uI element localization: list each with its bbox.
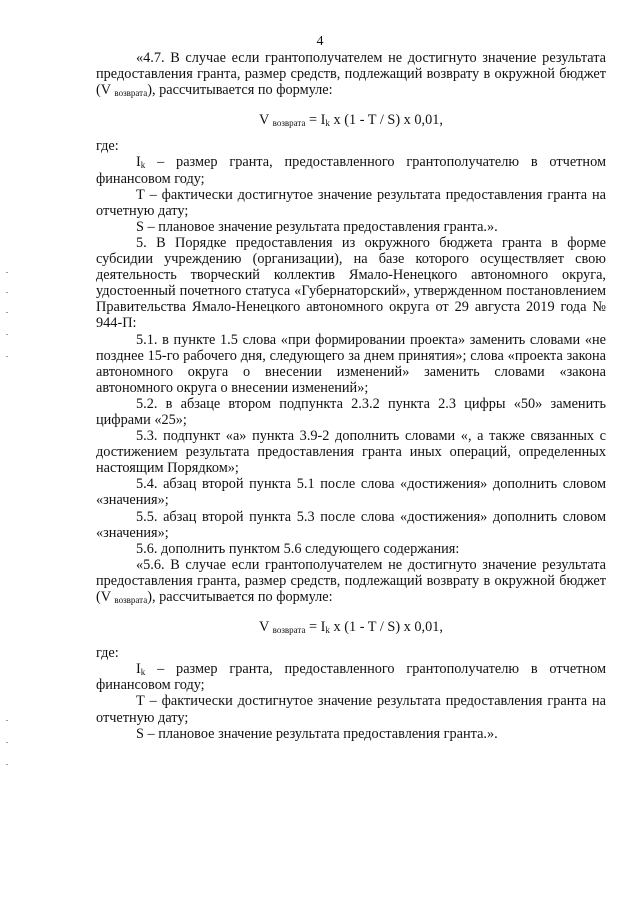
paragraph-4-7: [96, 50, 606, 98]
subscript: k: [140, 667, 146, 678]
paragraph-5-3: 5.3. подпункт «а» пункта 3.9-2 дополнить словами «, а также связанных с достижением результата предоставления гранта иных операций, определенных настоящим Порядком»;: [96, 428, 606, 477]
paragraph-5-4: 5.4. абзац второй пункта 5.1 после слова «достижения» дополнить словом «значения»;: [96, 476, 606, 509]
scan-mark: [6, 272, 8, 273]
where-label-2: где:: [96, 645, 119, 662]
formula-1: [96, 112, 606, 128]
definition-s-2: S – плановое значение результата предоставления гранта.».: [136, 725, 498, 742]
paragraph-5-2: 5.2. в абзаце втором подпункта 2.3.2 пункта 2.3 цифры «50» заменить цифрами «25»;: [96, 395, 606, 428]
scan-mark: [6, 720, 8, 721]
text: ), рассчитывается по формуле:: [147, 589, 333, 605]
paragraph-5-1: 5.1. в пункте 1.5 слова «при формировании проекта» заменить словами «не позднее 15-го рабочего дня, следующего за днем принятия»; слова «проекта закона автономного округа о внесении изменений» заменить словами «закона автономного округа о внесении изменений»;: [96, 331, 606, 396]
subscript: k: [325, 625, 330, 636]
scan-mark: [6, 742, 8, 743]
symbol: I: [136, 661, 141, 678]
definition-ik-1: [96, 154, 606, 186]
text: «5.6. В случае если грантополучателем не достигнуто значение результата предоставления гранта, размер средств, подлежащий возврату в окружной бюджет (V: [96, 556, 606, 605]
scan-mark: [6, 292, 8, 293]
subscript: возврата: [272, 118, 306, 129]
subscript: возврата: [272, 625, 306, 636]
scan-mark: [6, 334, 8, 335]
formula-text: x (1 - T / S) x 0,01,: [329, 112, 443, 129]
paragraph-5: 5. В Порядке предоставления из окружного бюджета гранта в форме субсидии учреждению (организации), на базе которого осуществляет свою деятельность творческий коллектив Ямало-Ненецкого автономного округа, удостоенный почетного статуса «Губернаторский», утвержденном постановлением Правительства Ямало-Ненецкого автономного округа от 29 августа 2019 года № 944-П:: [96, 234, 606, 332]
subscript: k: [140, 160, 146, 171]
formula-text: = I: [305, 619, 326, 636]
definition-t-2: Т – фактически достигнутое значение результата предоставления гранта на отчетную дату;: [96, 693, 606, 726]
paragraph-5-6: 5.6. дополнить пунктом 5.6 следующего содержания:: [136, 540, 460, 557]
page-number: 4: [316, 34, 324, 49]
paragraph-5-5: 5.5. абзац второй пункта 5.3 после слова «достижения» дополнить словом «значения»;: [96, 508, 606, 541]
text: ), рассчитывается по формуле:: [147, 82, 333, 99]
text: – размер гранта, предоставленного грантополучателю в отчетном финансовом году;: [96, 154, 607, 187]
definition-ik-2: [96, 661, 606, 693]
document-body: [96, 50, 606, 742]
text: – размер гранта, предоставленного грантополучателю в отчетном финансовом году;: [96, 661, 607, 694]
subscript: возврата: [114, 595, 148, 605]
scan-mark: [6, 312, 8, 313]
symbol: I: [136, 154, 141, 171]
subscript: k: [325, 118, 330, 129]
where-label-1: где:: [96, 138, 119, 155]
formula-text: x (1 - T / S) x 0,01,: [329, 619, 443, 636]
subscript: возврата: [114, 88, 148, 99]
formula-2: [96, 619, 606, 635]
definition-s-1: S – плановое значение результата предоставления гранта.».: [136, 218, 498, 235]
formula-text: = I: [305, 112, 326, 129]
definition-t-1: Т – фактически достигнутое значение результата предоставления гранта на отчетную дату;: [96, 186, 606, 219]
scan-mark: [6, 764, 8, 765]
text: «4.7. В случае если грантополучателем не достигнуто значение результата предоставления гранта, размер средств, подлежащий возврату в окружной бюджет (V: [96, 50, 606, 99]
formula-symbol: V: [259, 112, 273, 129]
formula-symbol: V: [259, 619, 273, 636]
paragraph-5-6-quote: [96, 557, 606, 605]
scan-mark: [6, 356, 8, 357]
